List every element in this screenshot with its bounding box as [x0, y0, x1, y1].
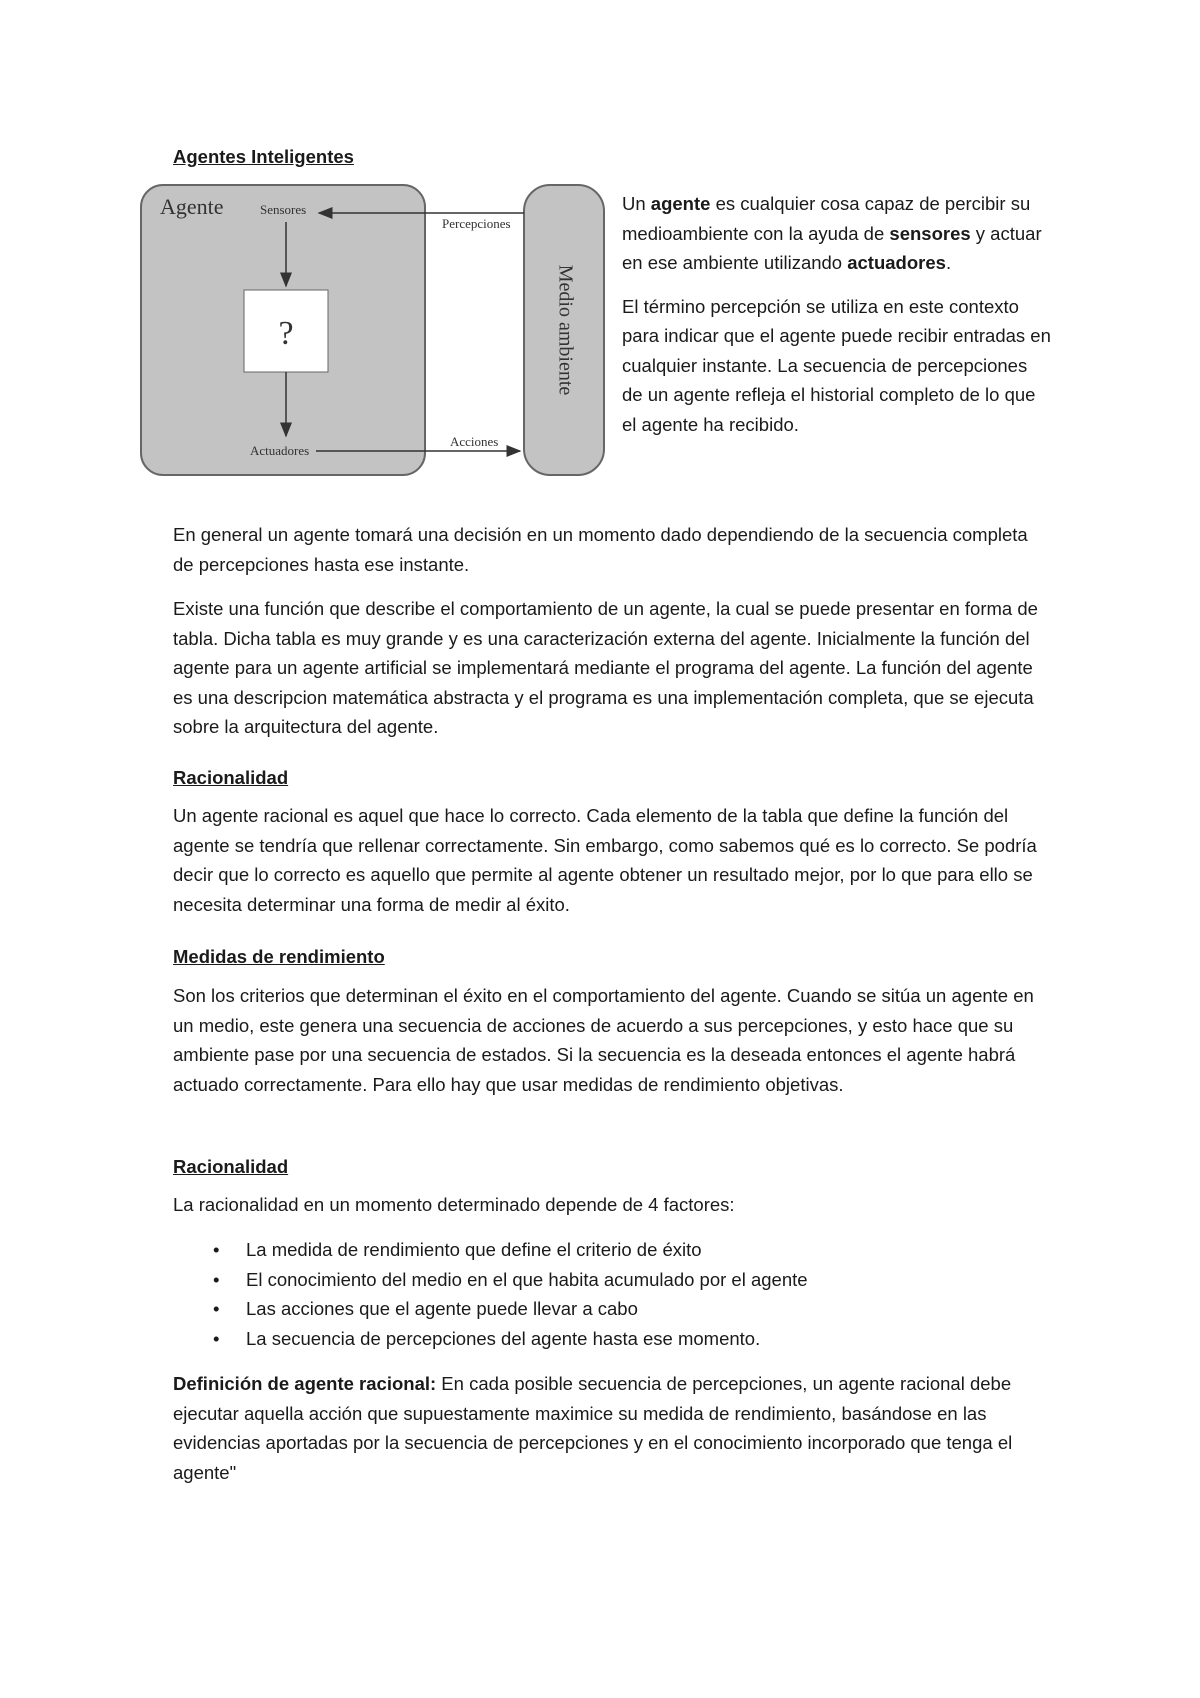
heading-medidas: Medidas de rendimiento: [173, 946, 385, 967]
question-mark: ?: [278, 315, 294, 352]
intro-text: [622, 189, 1052, 453]
actuators-label: Actuadores: [250, 443, 310, 458]
intro-text-3: y actuar en ese ambiente utilizando: [622, 222, 1042, 273]
environment-label: Medio ambiente: [554, 264, 577, 396]
agent-label: Agente: [160, 194, 224, 219]
intro-paragraph-1: [622, 189, 1052, 278]
definicion-text: En cada posible secuencia de percepciones, un agente racional debe ejecutar aquella acción que supuestamente maximice su medida de rendimiento, basándose en las evidencias aportadas por la secuencia de percepciones y en el conocimiento incorporado que tenga el agente": [173, 1373, 1013, 1483]
paragraph-definicion: [173, 1369, 1053, 1487]
list-item: [173, 1265, 808, 1295]
factores-list: [173, 1235, 808, 1353]
intro-paragraph-2: El término percepción se utiliza en este contexto para indicar que el agente puede recibir entradas en cualquier instante. La secuencia de percepciones de un agente refleja el historial completo de lo que el agente ha recibido.: [622, 295, 1051, 435]
bullet-icon: •: [213, 1239, 220, 1260]
list-item: [173, 1294, 808, 1324]
intro-text-1: Un: [622, 193, 651, 214]
agent-environment-diagram: [140, 184, 606, 480]
paragraph-general: En general un agente tomará una decisión en un momento dado dependiendo de la secuencia completa de percepciones hasta ese instante.: [173, 524, 1028, 575]
heading-racionalidad-1: Racionalidad: [173, 767, 289, 788]
paragraph-funcion: Existe una función que describe el comportamiento de un agente, la cual se puede presentar en forma de tabla. Dicha tabla es muy grande y es una caracterización externa del agente. Inicialmente la función del agente para un agente artificial se implementará mediante el programa del agente. La función del agente es una descripcion matemática abstracta y el programa es una implementación completa, que se ejecuta sobre la arquitectura del agente.: [173, 598, 1038, 737]
list-item-text: La secuencia de percepciones del agente hasta ese momento.: [246, 1327, 761, 1349]
bullet-icon: •: [213, 1298, 220, 1319]
heading-racionalidad-2: Racionalidad: [173, 1156, 289, 1177]
paragraph-factores: La racionalidad en un momento determinado depende de 4 factores:: [173, 1194, 735, 1215]
intro-text-2: es cualquier cosa capaz de percibir su medioambiente con la ayuda de: [622, 193, 1031, 244]
page-title: Agentes Inteligentes: [173, 146, 354, 167]
intro-text-4: .: [945, 252, 952, 273]
bullet-icon: •: [213, 1327, 220, 1349]
list-item: [173, 1324, 808, 1354]
list-item-text: El conocimiento del medio en el que habita acumulado por el agente: [246, 1268, 808, 1290]
sensors-label: Sensores: [260, 202, 307, 217]
list-item-text: La medida de rendimiento que define el criterio de éxito: [246, 1239, 702, 1260]
paragraph-racionalidad: Un agente racional es aquel que hace lo correcto. Cada elemento de la tabla que define la función del agente se tendría que rellenar correctamente. Sin embargo, como sabemos qué es lo correcto. Se podría decir que lo correcto es aquello que permite al agente obtener un resultado mejor, por lo que para ello se necesita determinar una forma de medir al éxito.: [173, 805, 1037, 915]
list-item: [173, 1235, 808, 1265]
term-agente: agente: [650, 193, 711, 214]
actions-label: Acciones: [450, 434, 499, 449]
paragraph-medidas: Son los criterios que determinan el éxito en el comportamiento del agente. Cuando se sitúa un agente en un medio, este genera una secuencia de acciones de acuerdo a sus percepciones, y esto hace que su ambiente pase por una secuencia de estados. Si la secuencia es la deseada entonces el agente habrá actuado correctamente. Para ello hay que usar medidas de rendimiento objetivas.: [173, 985, 1034, 1095]
perceptions-label: Percepciones: [442, 216, 511, 231]
definicion-label: Definición de agente racional:: [173, 1373, 437, 1394]
term-actuadores: actuadores: [847, 252, 946, 273]
list-item-text: Las acciones que el agente puede llevar a cabo: [246, 1298, 638, 1319]
term-sensores: sensores: [889, 222, 971, 244]
bullet-icon: •: [213, 1268, 220, 1290]
